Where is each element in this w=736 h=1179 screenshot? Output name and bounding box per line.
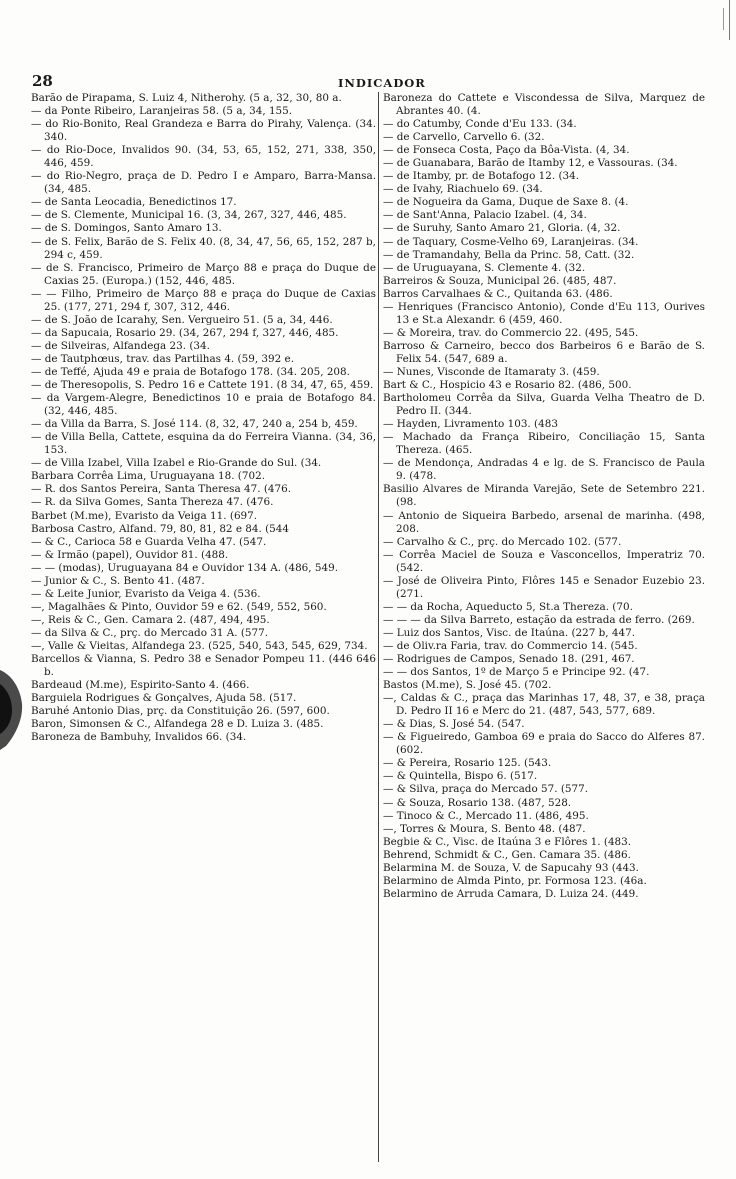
directory-entry: — de Mendonça, Andradas 4 e lg. de S. Francisco de Paula 9. (478.: [383, 457, 705, 483]
directory-entry: — Rodrigues de Campos, Senado 18. (291, 467.: [383, 653, 635, 666]
directory-entry: — & Quintella, Bispo 6. (517.: [383, 770, 538, 783]
directory-entry: — de Teffé, Ajuda 49 e praia de Botafogo 178. (34. 205, 208.: [31, 365, 350, 378]
directory-entry: Baroneza do Cattete e Viscondessa de Silva, Marquez de Abrantes 40. (4.: [383, 92, 705, 118]
directory-entry: —, Valle & Vieitas, Alfandega 23. (525, 540, 543, 545, 629, 734.: [31, 639, 368, 652]
directory-entry: — da Silva & C., prç. do Mercado 31 A. (577.: [31, 626, 269, 639]
directory-entry: — & Leite Junior, Evaristo da Veiga 4. (536.: [31, 587, 261, 600]
directory-entry: — de Santa Leocadia, Benedictinos 17.: [31, 196, 237, 209]
directory-entry: — de Itamby, pr. de Botafogo 12. (34.: [383, 170, 580, 183]
directory-entry: Barguiela Rodrigues & Gonçalves, Ajuda 58. (517.: [31, 692, 297, 705]
binding-stain-mark: [0, 664, 24, 754]
directory-entry: Barroso & Carneiro, becco dos Barbeiros 6 e Barão de S. Felix 54. (547, 689 a.: [383, 339, 705, 365]
directory-entry: Bartholomeu Corrêa da Silva, Guarda Velha Theatro de D. Pedro II. (344.: [383, 392, 705, 418]
directory-entry: — Antonio de Siqueira Barbedo, arsenal de marinha. (498, 208.: [383, 509, 705, 535]
directory-entry: — Luiz dos Santos, Visc. de Itaúna. (227 b, 447.: [383, 626, 636, 639]
directory-entry: — da Vargem-Alegre, Benedictinos 10 e praia de Botafogo 84. (32, 446, 485.: [31, 392, 376, 418]
directory-entry: — & Dias, S. José 54. (547.: [383, 718, 525, 731]
directory-entry: — de Guanabara, Barão de Itamby 12, e Vassouras. (34.: [383, 157, 678, 170]
directory-entry: — de Villa Bella, Cattete, esquina da do Ferreira Vianna. (34, 36, 153.: [31, 431, 376, 457]
directory-entry: — de Taquary, Cosme-Velho 69, Laranjeiras. (34.: [383, 235, 639, 248]
page-edge-mark: [729, 0, 730, 40]
directory-entry: —, Torres & Moura, S. Bento 48. (487.: [383, 822, 586, 835]
directory-entry: — — dos Santos, 1º de Março 5 e Principe 92. (47.: [383, 666, 650, 679]
directory-entry: Basilio Alvares de Miranda Varejão, Sete de Setembro 221. (98.: [383, 483, 705, 509]
directory-entry: — do Catumby, Conde d'Eu 133. (34.: [383, 118, 577, 131]
directory-entry: — & Pereira, Rosario 125. (543.: [383, 757, 552, 770]
directory-entry: — Corrêa Maciel de Souza e Vasconcellos, Imperatriz 70. (542.: [383, 548, 705, 574]
directory-entry: — R. dos Santos Pereira, Santa Theresa 47. (476.: [31, 483, 292, 496]
directory-entry: — de S. João de Icarahy, Sen. Vergueiro 51. (5 a, 34, 446.: [31, 313, 333, 326]
directory-entry: — do Rio-Doce, Invalidos 90. (34, 53, 65, 152, 271, 338, 350, 446, 459.: [31, 144, 376, 170]
directory-entry: Bastos (M.me), S. José 45. (702.: [383, 679, 552, 692]
directory-entry: Belarmina M. de Souza, V. de Sapucahy 93 (443.: [383, 861, 639, 874]
directory-entry: — de S. Felix, Barão de S. Felix 40. (8, 34, 47, 56, 65, 152, 287 b, 294 c, 459.: [31, 235, 376, 261]
directory-entry: — — (modas), Uruguayana 84 e Ouvidor 134 A. (486, 549.: [31, 561, 339, 574]
directory-entry: — do Rio-Negro, praça de D. Pedro I e Amparo, Barra-Mansa. (34, 485.: [31, 170, 376, 196]
directory-entry: Baruhé Antonio Dias, prç. da Constituição 26. (597, 600.: [31, 705, 330, 718]
directory-entry: Barão de Pirapama, S. Luiz 4, Nitherohy. (5 a, 32, 30, 80 a.: [31, 92, 342, 104]
directory-entry: — & Irmão (papel), Ouvidor 81. (488.: [31, 548, 229, 561]
directory-entry: — de Carvello, Carvello 6. (32.: [383, 131, 545, 144]
directory-entry: —, Reis & C., Gen. Camara 2. (487, 494, 495.: [31, 613, 270, 626]
directory-entry: Barbet (M.me), Evaristo da Veiga 11. (697.: [31, 509, 258, 522]
directory-entry: — & C., Carioca 58 e Guarda Velha 47. (547.: [31, 535, 267, 548]
directory-entry: — Junior & C., S. Bento 41. (487.: [31, 574, 205, 587]
directory-entry: Barbosa Castro, Alfand. 79, 80, 81, 82 e 84. (544: [31, 522, 290, 535]
directory-entry: — Henriques (Francisco Antonio), Conde d'Eu 113, Ourives 13 e St.a Alexandr. 6 (459, 460.: [383, 300, 705, 326]
directory-entry: —, Magalhães & Pinto, Ouvidor 59 e 62. (549, 552, 560.: [31, 600, 327, 613]
directory-entry: — — da Rocha, Aqueducto 5, St.a Thereza. (70.: [383, 600, 633, 613]
running-head: INDICADOR: [338, 76, 426, 90]
directory-entry: — de Ivahy, Riachuelo 69. (34.: [383, 183, 543, 196]
directory-entry: — José de Oliveira Pinto, Flôres 145 e Senador Euzebio 23. (271.: [383, 574, 705, 600]
directory-entry: — da Ponte Ribeiro, Laranjeiras 58. (5 a, 34, 155.: [31, 105, 293, 118]
directory-entry: Behrend, Schmidt & C., Gen. Camara 35. (486.: [383, 848, 631, 861]
right-column: [383, 92, 705, 901]
directory-entry: — da Villa da Barra, S. José 114. (8, 32, 47, 240 a, 254 b, 459.: [31, 418, 358, 431]
directory-entry: — Nunes, Visconde de Itamaraty 3. (459.: [383, 365, 600, 378]
directory-entry: Barbara Corrêa Lima, Uruguayana 18. (702.: [31, 470, 265, 483]
directory-entry: Begbie & C., Visc. de Itaúna 3 e Flôres 1. (483.: [383, 835, 632, 848]
directory-entry: Barcellos & Vianna, S. Pedro 38 e Senador Pompeu 11. (446 646 b.: [31, 653, 376, 679]
directory-entry: — Machado da França Ribeiro, Conciliação 15, Santa Thereza. (465.: [383, 431, 705, 457]
directory-entry: — de Uruguayana, S. Clemente 4. (32.: [383, 261, 586, 274]
directory-entry: Baroneza de Bambuhy, Invalidos 66. (34.: [31, 731, 247, 744]
directory-entry: — & Silva, praça do Mercado 57. (577.: [383, 783, 589, 796]
directory-entry: — de Tramandahy, Bella da Princ. 58, Catt. (32.: [383, 248, 635, 261]
directory-entry: — de Nogueira da Gama, Duque de Saxe 8. (4.: [383, 196, 629, 209]
left-column: [31, 92, 376, 744]
directory-entry: — de S. Francisco, Primeiro de Março 88 e praça do Duque de Caxias 25. (Europa.) (152, 446, 485.: [31, 261, 376, 287]
directory-entry: Baron, Simonsen & C., Alfandega 28 e D. Luiza 3. (485.: [31, 718, 324, 731]
directory-entry: — & Souza, Rosario 138. (487, 528.: [383, 796, 572, 809]
directory-entry: — Carvalho & C., prç. do Mercado 102. (577.: [383, 535, 622, 548]
directory-entry: Bardeaud (M.me), Espirito-Santo 4. (466.: [31, 679, 250, 692]
directory-entry: — de Sant'Anna, Palacio Izabel. (4, 34.: [383, 209, 587, 222]
directory-entry: — de Theresopolis, S. Pedro 16 e Cattete 191. (8 34, 47, 65, 459.: [31, 379, 374, 392]
directory-entry: — — — da Silva Barreto, estação da estrada de ferro. (269.: [383, 613, 695, 626]
directory-entry: — de Tautphœus, trav. das Partilhas 4. (59, 392 e.: [31, 352, 295, 365]
directory-entry: Belarmino de Almda Pinto, pr. Formosa 123. (46a.: [383, 874, 647, 887]
directory-entry: Bart & C., Hospicio 43 e Rosario 82. (486, 500.: [383, 379, 632, 392]
directory-entry: — Hayden, Livramento 103. (483: [383, 418, 558, 431]
directory-entry: — R. da Silva Gomes, Santa Thereza 47. (476.: [31, 496, 274, 509]
directory-entry: — de Suruhy, Santo Amaro 21, Gloria. (4, 32.: [383, 222, 621, 235]
directory-entry: — de Villa Izabel, Villa Izabel e Rio-Grande do Sul. (34.: [31, 457, 322, 470]
directory-entry: — da Sapucaia, Rosario 29. (34, 267, 294 f, 327, 446, 485.: [31, 326, 339, 339]
directory-entry: Barreiros & Souza, Municipal 26. (485, 487.: [383, 274, 617, 287]
directory-entry: — de Oliv.ra Faria, trav. do Commercio 14. (545.: [383, 639, 638, 652]
page-edge-mark: [723, 8, 724, 30]
directory-entry: — do Rio-Bonito, Real Grandeza e Barra do Pirahy, Valença. (34. 340.: [31, 118, 376, 144]
column-divider: [378, 92, 379, 1162]
directory-entry: Belarmino de Arruda Camara, D. Luiza 24. (449.: [383, 887, 639, 900]
directory-entry: — de Silveiras, Alfandega 23. (34.: [31, 339, 210, 352]
directory-entry: — de S. Clemente, Municipal 16. (3, 34, 267, 327, 446, 485.: [31, 209, 347, 222]
directory-entry: — de S. Domingos, Santo Amaro 13.: [31, 222, 222, 235]
directory-entry: — de Fonseca Costa, Paço da Bôa-Vista. (4, 34.: [383, 144, 630, 157]
directory-entry: —, Caldas & C., praça das Marinhas 17, 48, 37, e 38, praça D. Pedro II 16 e Merc do 21. (487, 543, 577, 689.: [383, 692, 705, 718]
directory-entry: — & Figueiredo, Gamboa 69 e praia do Sacco do Alferes 87. (602.: [383, 731, 705, 757]
directory-entry: — Tinoco & C., Mercado 11. (486, 495.: [383, 809, 589, 822]
directory-entry: — & Moreira, trav. do Commercio 22. (495, 545.: [383, 326, 639, 339]
page-number: 28: [32, 72, 53, 90]
directory-entry: Barros Carvalhaes & C., Quitanda 63. (486.: [383, 287, 613, 300]
directory-entry: — — Filho, Primeiro de Março 88 e praça do Duque de Caxias 25. (177, 271, 294 f, 307, 312, 446.: [31, 287, 376, 313]
